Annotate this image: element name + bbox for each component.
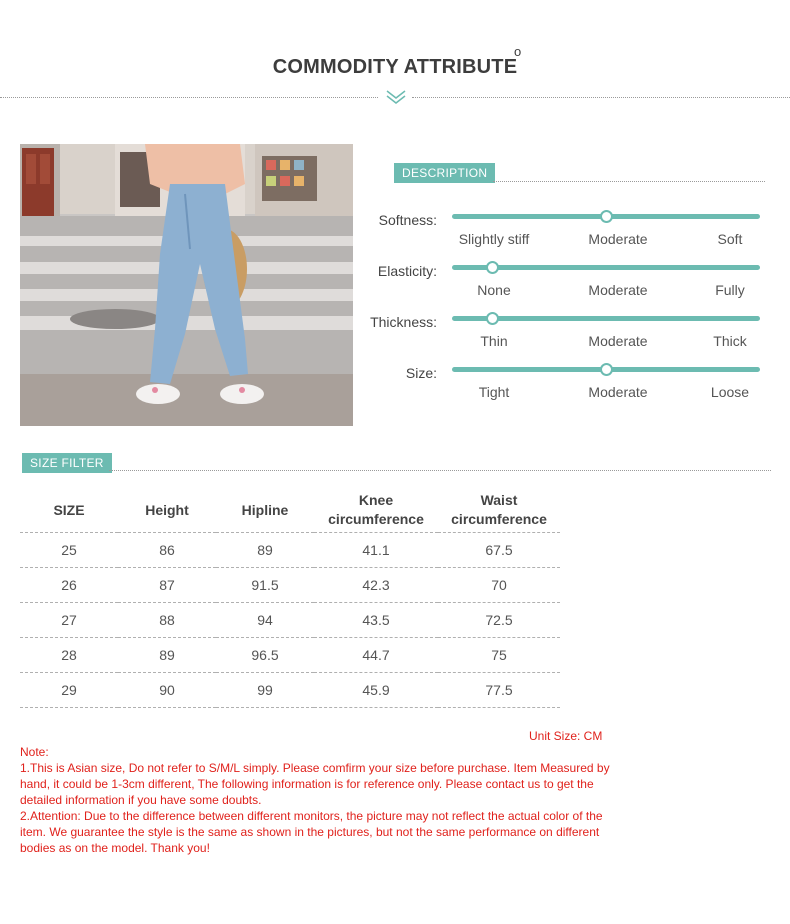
table-cell: 41.1 (314, 533, 438, 568)
table-cell: 94 (216, 603, 314, 638)
elasticity-label: Elasticity: (377, 263, 437, 279)
table-cell: 67.5 (438, 533, 560, 568)
elasticity-slider-knob (486, 261, 499, 274)
table-cell: 91.5 (216, 568, 314, 603)
table-cell: 87 (118, 568, 216, 603)
size-option-1: Tight (478, 384, 510, 400)
thickness-label: Thickness: (370, 314, 437, 330)
size-option-3: Loose (710, 384, 750, 400)
note-line-2: 2.Attention: Due to the difference between different monitors, the picture may not reflect the actual color of the item. We guarantee the style is the same as shown in the pictures, but not the same performance on different bodies as on the model. Thank you! (20, 809, 603, 855)
header-divider-left (0, 97, 378, 98)
column-header (438, 488, 560, 533)
column-header (314, 488, 438, 533)
table-row (20, 638, 560, 673)
table-row (20, 603, 560, 638)
table-cell: 96.5 (216, 638, 314, 673)
column-header (216, 488, 314, 533)
double-chevron-down-icon (384, 88, 408, 104)
table-cell: 29 (20, 673, 118, 708)
table-cell: 27 (20, 603, 118, 638)
table-cell: 42.3 (314, 568, 438, 603)
column-header-line-2: circumference (328, 511, 424, 527)
elasticity-option-3: Fully (715, 282, 745, 298)
table-cell: 44.7 (314, 638, 438, 673)
thickness-option-3: Thick (713, 333, 747, 349)
table-row (20, 673, 560, 708)
table-cell: 88 (118, 603, 216, 638)
column-header (118, 488, 216, 533)
page-title: COMMODITY ATTRIBUTE (272, 56, 518, 78)
thickness-option-1: Thin (480, 333, 508, 349)
size-table (20, 488, 560, 708)
size-table-header (20, 488, 560, 533)
unit-label: Unit Size: CM (529, 729, 603, 743)
table-cell: 86 (118, 533, 216, 568)
softness-label: Softness: (378, 212, 437, 228)
elasticity-option-1: None (477, 282, 511, 298)
column-header-line-1: Knee (358, 492, 394, 508)
table-cell: 75 (438, 638, 560, 673)
column-header-line-2: circumference (451, 511, 547, 527)
notes-heading: Note: (20, 745, 49, 759)
table-cell: 72.5 (438, 603, 560, 638)
size-option-2: Moderate (588, 384, 648, 400)
elasticity-option-2: Moderate (588, 282, 648, 298)
thickness-option-2: Moderate (588, 333, 648, 349)
table-cell: 26 (20, 568, 118, 603)
size-label: Size: (405, 365, 437, 381)
table-cell: 89 (216, 533, 314, 568)
description-tag: DESCRIPTION (394, 163, 495, 183)
table-cell: 99 (216, 673, 314, 708)
table-cell: 77.5 (438, 673, 560, 708)
thickness-slider-knob (486, 312, 499, 325)
column-header-line-1: Waist (480, 492, 518, 508)
column-header (20, 488, 118, 533)
softness-option-3: Soft (717, 231, 743, 247)
table-cell: 70 (438, 568, 560, 603)
column-header-line-1: SIZE (53, 501, 85, 518)
notes (20, 744, 610, 856)
table-cell: 43.5 (314, 603, 438, 638)
table-cell: 45.9 (314, 673, 438, 708)
size-filter-divider (109, 470, 771, 471)
column-header-line-1: Height (145, 501, 189, 518)
note-line-1: 1.This is Asian size, Do not refer to S/M/L simply. Please comfirm your size before purchase. Item Measured by hand, it could be 1-3cm different, The following information is for reference only. Please contact us to get the detailed information if you have some doubts. (20, 761, 610, 807)
table-cell: 89 (118, 638, 216, 673)
table-cell: 90 (118, 673, 216, 708)
table-row (20, 533, 560, 568)
softness-slider-knob (600, 210, 613, 223)
softness-option-2: Moderate (588, 231, 648, 247)
product-photo (20, 144, 353, 426)
header-divider-right (412, 97, 790, 98)
table-cell: 28 (20, 638, 118, 673)
table-cell: 25 (20, 533, 118, 568)
softness-option-1: Slightly stiff (458, 231, 530, 247)
size-slider-knob (600, 363, 613, 376)
table-row (20, 568, 560, 603)
title-degree-mark: o (514, 44, 522, 59)
description-divider (493, 181, 765, 182)
column-header-line-1: Hipline (241, 501, 289, 518)
size-filter-tag: SIZE FILTER (22, 453, 112, 473)
